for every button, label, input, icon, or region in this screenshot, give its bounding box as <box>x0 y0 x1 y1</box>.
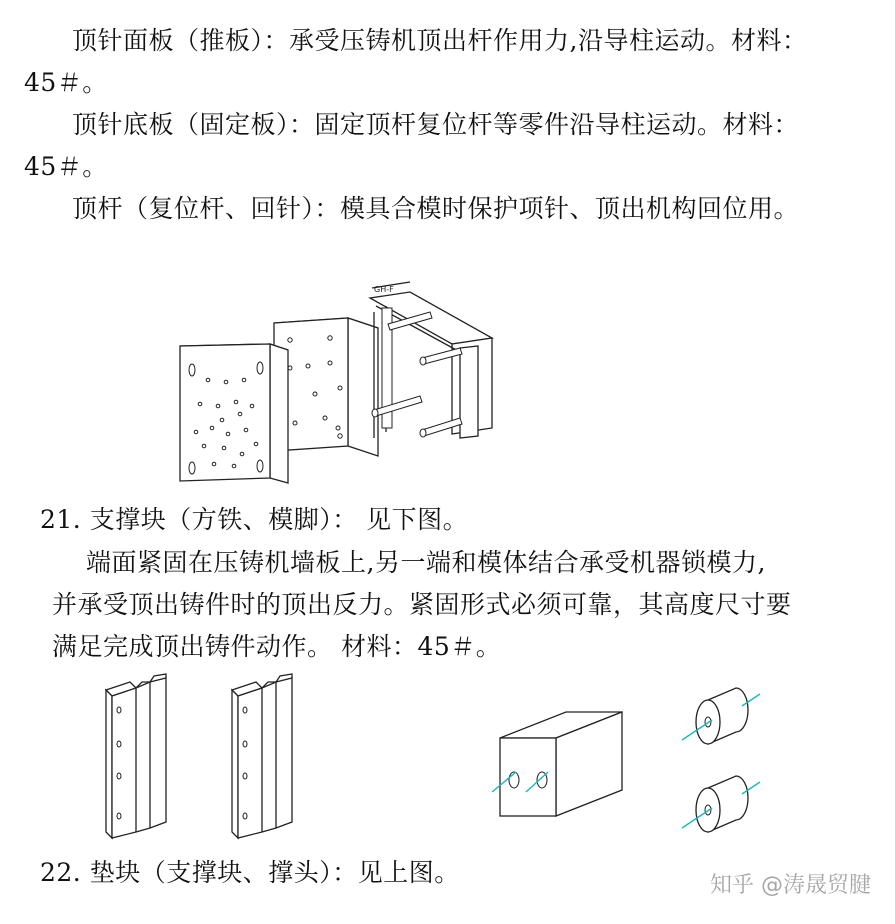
cylinder-spacer-drawing-2 <box>682 776 760 832</box>
figure-label: GH-F <box>374 285 394 294</box>
support-block-drawing-1 <box>106 674 166 838</box>
support-blocks-figure <box>96 672 776 844</box>
ejector-plate-drawing <box>180 344 288 483</box>
text-line-1: 顶针面板（推板）：承受压铸机顶出杆作用力,沿导柱运动。材料： <box>72 26 808 55</box>
ejector-plates-figure <box>160 278 510 490</box>
text-line-5: 顶杆（复位杆、回针）：模具合模时保护项针、顶出机构回位用。 <box>72 194 800 223</box>
text-line-8: 并承受顶出铸件时的顶出反力。紧固形式必须可靠，其高度尺寸要 <box>52 590 792 619</box>
text-line-3: 顶针底板（固定板）：固定顶杆复位杆等零件沿导柱运动。材料： <box>72 110 800 139</box>
support-plate-drawing <box>274 318 378 456</box>
text-line-4: 45＃。 <box>24 152 108 181</box>
support-block-drawing-2 <box>232 674 292 838</box>
text-line-2: 45＃。 <box>24 68 108 97</box>
pin-assembly-drawing <box>370 282 492 438</box>
watermark: 知乎 @涛晟贸腱 <box>710 873 871 898</box>
cylinder-spacer-drawing-1 <box>682 688 760 744</box>
section-22-heading: 22. 垫块（支撑块、撑头）：见上图。 <box>40 858 460 887</box>
section-21-heading: 21. 支撑块（方铁、模脚）： 见下图。 <box>40 505 469 534</box>
spacer-block-drawing <box>492 712 622 816</box>
text-line-7: 端面紧固在压铸机墙板上,另一端和模体结合承受机器锁模力, <box>86 548 766 577</box>
text-line-9: 满足完成顶出铸件动作。 材料：45＃。 <box>52 632 502 661</box>
